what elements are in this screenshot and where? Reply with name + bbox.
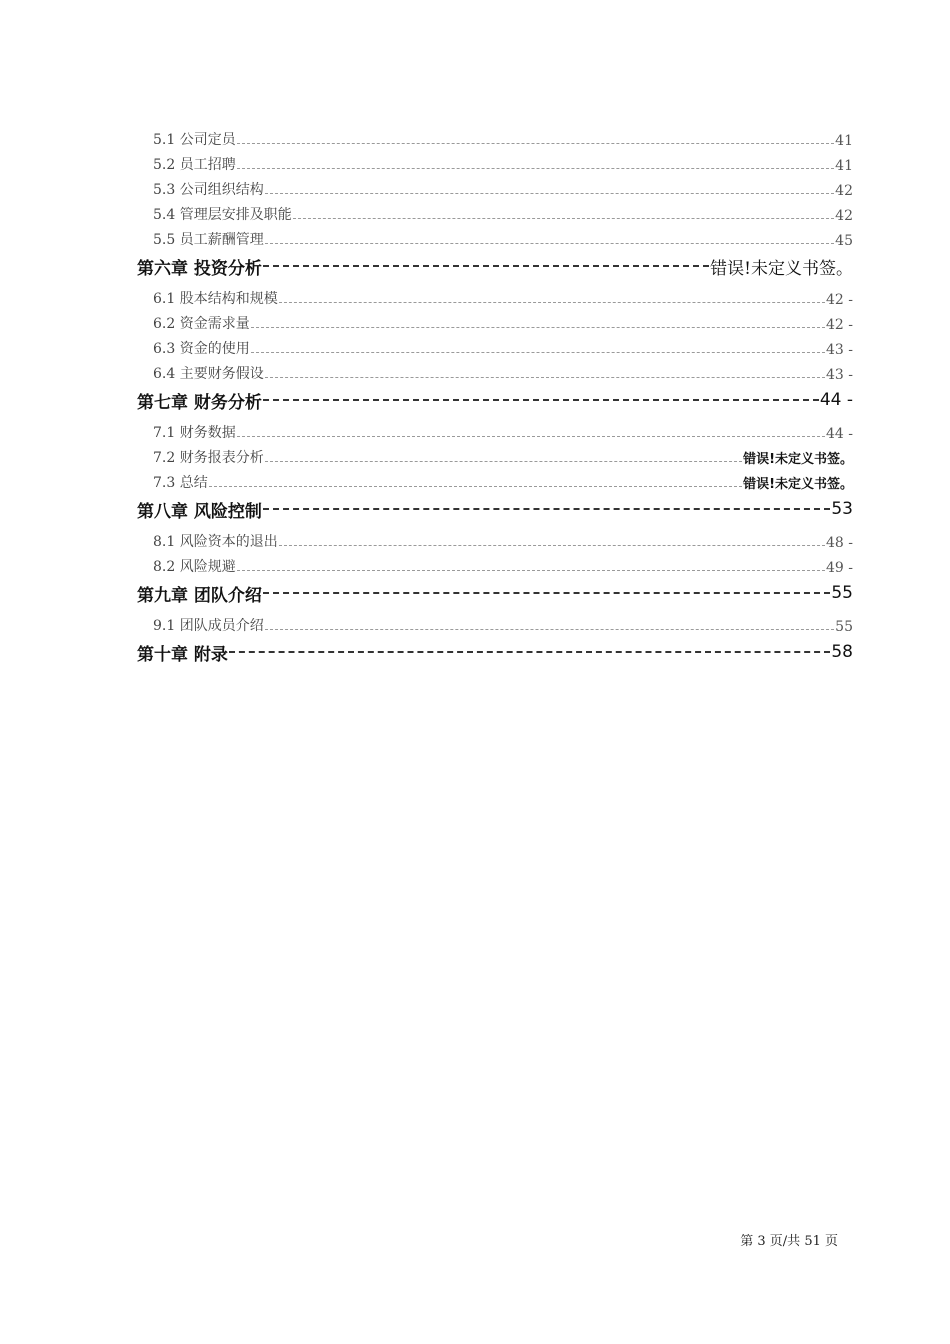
toc-chapter-entry[interactable] bbox=[137, 249, 853, 283]
toc-dot-leader bbox=[265, 461, 742, 462]
toc-dot-leader bbox=[265, 377, 825, 378]
toc-dot-leader bbox=[265, 243, 834, 244]
toc-entry-page-number: 错误!未定义书签。 bbox=[743, 452, 853, 467]
toc-entry-page-number: 44 - bbox=[819, 390, 853, 410]
toc-section-entry[interactable] bbox=[137, 149, 853, 174]
toc-dot-leader bbox=[237, 143, 834, 144]
toc-entry-page-number: 58 bbox=[831, 642, 853, 662]
toc-section-entry[interactable] bbox=[137, 551, 853, 576]
toc-dot-leader bbox=[229, 651, 830, 653]
toc-entry-label: 7.3 总结 bbox=[153, 475, 208, 491]
toc-chapter-entry[interactable] bbox=[137, 635, 853, 669]
toc-entry-page-number: 错误!未定义书签。 bbox=[743, 477, 853, 492]
toc-section-entry[interactable] bbox=[137, 308, 853, 333]
toc-section-entry[interactable] bbox=[137, 124, 853, 149]
toc-dot-leader bbox=[263, 399, 819, 401]
toc-entry-page-number: 42 - bbox=[826, 317, 853, 333]
toc-entry-label: 第六章 投资分析 bbox=[137, 258, 262, 279]
toc-entry-label: 5.4 管理层安排及职能 bbox=[153, 207, 292, 223]
toc-section-entry[interactable] bbox=[137, 417, 853, 442]
toc-section-entry[interactable] bbox=[137, 224, 853, 249]
toc-entry-page-number: 41 bbox=[835, 133, 853, 149]
toc-entry-label: 8.2 风险规避 bbox=[153, 559, 236, 575]
toc-entry-label: 6.3 资金的使用 bbox=[153, 341, 250, 357]
toc-entry-label: 5.5 员工薪酬管理 bbox=[153, 232, 264, 248]
toc-entry-page-number: 42 bbox=[835, 208, 853, 224]
toc-dot-leader bbox=[263, 592, 830, 594]
toc-chapter-entry[interactable] bbox=[137, 383, 853, 417]
toc-dot-leader bbox=[237, 570, 825, 571]
toc-dot-leader bbox=[263, 265, 709, 267]
toc-entry-label: 5.2 员工招聘 bbox=[153, 157, 236, 173]
toc-entry-page-number: 42 bbox=[835, 183, 853, 199]
toc-section-entry[interactable] bbox=[137, 333, 853, 358]
toc-entry-label: 6.2 资金需求量 bbox=[153, 316, 250, 332]
toc-entry-page-number: 55 bbox=[835, 619, 853, 635]
toc-entry-label: 8.1 风险资本的退出 bbox=[153, 534, 278, 550]
toc-section-entry[interactable] bbox=[137, 467, 853, 492]
toc-entry-label: 6.1 股本结构和规模 bbox=[153, 291, 278, 307]
toc-dot-leader bbox=[237, 436, 825, 437]
toc-entry-label: 9.1 团队成员介绍 bbox=[153, 618, 264, 634]
toc-entry-page-number: 55 bbox=[831, 583, 853, 603]
toc-dot-leader bbox=[265, 629, 834, 630]
toc-dot-leader bbox=[209, 486, 742, 487]
toc-dot-leader bbox=[279, 302, 825, 303]
toc-entry-label: 第七章 财务分析 bbox=[137, 392, 262, 413]
toc-dot-leader bbox=[263, 508, 830, 510]
toc-dot-leader bbox=[251, 327, 825, 328]
toc-entry-label: 5.1 公司定员 bbox=[153, 132, 236, 148]
toc-entry-label: 第八章 风险控制 bbox=[137, 501, 262, 522]
page-footer: 第 3 页/共 51 页 bbox=[740, 1234, 838, 1249]
toc-entry-label: 第十章 附录 bbox=[137, 644, 228, 665]
toc-entry-page-number: 49 - bbox=[826, 560, 853, 576]
toc-entry-page-number: 43 - bbox=[826, 367, 853, 383]
toc-section-entry[interactable] bbox=[137, 610, 853, 635]
toc-dot-leader bbox=[237, 168, 834, 169]
toc-entry-label: 7.2 财务报表分析 bbox=[153, 450, 264, 466]
toc-entry-page-number: 45 bbox=[835, 233, 853, 249]
toc-section-entry[interactable] bbox=[137, 526, 853, 551]
toc-entry-page-number: 53 bbox=[831, 499, 853, 519]
toc-entry-label: 第九章 团队介绍 bbox=[137, 585, 262, 606]
toc-dot-leader bbox=[265, 193, 834, 194]
table-of-contents bbox=[137, 124, 853, 669]
toc-entry-page-number: 错误!未定义书签。 bbox=[710, 258, 853, 279]
toc-entry-label: 7.1 财务数据 bbox=[153, 425, 236, 441]
toc-entry-page-number: 43 - bbox=[826, 342, 853, 358]
toc-entry-page-number: 44 - bbox=[826, 426, 853, 442]
toc-entry-label: 6.4 主要财务假设 bbox=[153, 366, 264, 382]
toc-section-entry[interactable] bbox=[137, 174, 853, 199]
toc-dot-leader bbox=[279, 545, 825, 546]
toc-section-entry[interactable] bbox=[137, 199, 853, 224]
toc-section-entry[interactable] bbox=[137, 442, 853, 467]
toc-section-entry[interactable] bbox=[137, 283, 853, 308]
toc-dot-leader bbox=[251, 352, 825, 353]
toc-section-entry[interactable] bbox=[137, 358, 853, 383]
toc-entry-page-number: 41 bbox=[835, 158, 853, 174]
toc-entry-page-number: 42 - bbox=[826, 292, 853, 308]
toc-chapter-entry[interactable] bbox=[137, 492, 853, 526]
toc-chapter-entry[interactable] bbox=[137, 576, 853, 610]
toc-entry-label: 5.3 公司组织结构 bbox=[153, 182, 264, 198]
toc-dot-leader bbox=[293, 218, 834, 219]
toc-entry-page-number: 48 - bbox=[826, 535, 853, 551]
